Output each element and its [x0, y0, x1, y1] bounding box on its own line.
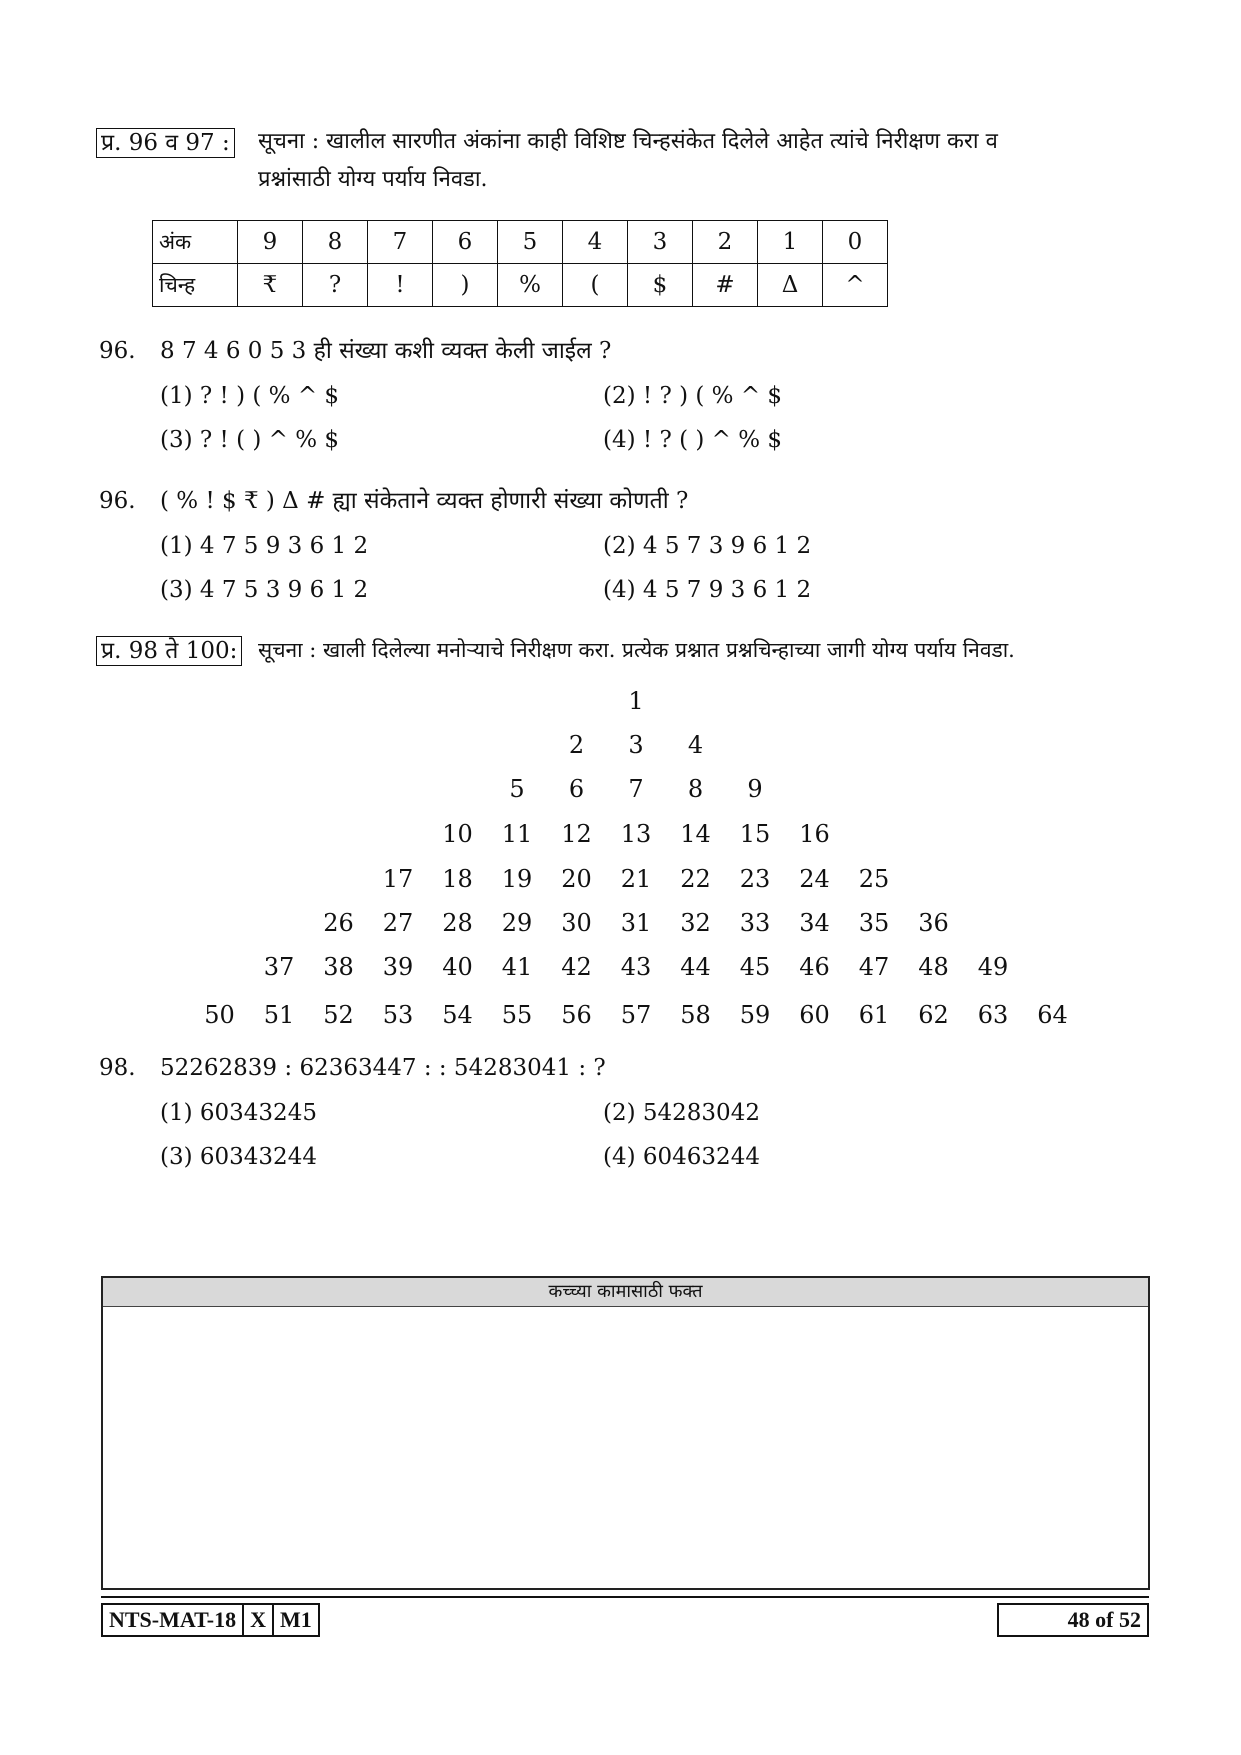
digit-cell: 1 — [758, 221, 823, 264]
digit-row — [153, 221, 888, 264]
pyramid-number: 29 — [501, 909, 533, 937]
pyramid-number: 36 — [918, 909, 949, 937]
pyramid-number: 8 — [687, 775, 704, 803]
pyramid-number: 14 — [680, 820, 711, 848]
pyramid-number: 42 — [561, 953, 592, 981]
question-number: 96. — [99, 338, 136, 364]
pyramid-row — [0, 998, 1241, 1032]
pyramid-number: 13 — [620, 820, 652, 848]
digit-cell: 3 — [628, 221, 693, 264]
pyramid-number: 9 — [747, 775, 763, 803]
option-3: (3) ? ! ( ) ^ % $ — [160, 427, 340, 453]
digit-row-head: अंक — [153, 221, 238, 264]
symbol-cell: ( — [563, 264, 628, 307]
instruction-line-2: प्रश्नांसाठी योग्य पर्याय निवडा. — [258, 167, 488, 192]
exam-code: NTS-MAT-18 — [109, 1607, 237, 1632]
digit-cell: 6 — [433, 221, 498, 264]
pyramid-number: 26 — [323, 909, 354, 937]
pyramid-number: 38 — [323, 953, 354, 981]
instruction-line-1: सूचना : खालील सारणीत अंकांना काही विशिष्ट चिन्हसंकेत दिलेले आहेत त्यांचे निरीक्षण करा व — [258, 129, 998, 154]
pyramid-number: 10 — [442, 820, 473, 848]
pyramid-number: 23 — [739, 865, 771, 893]
pyramid-number: 63 — [977, 1001, 1009, 1029]
page-number-box — [997, 1603, 1149, 1637]
option-2: (2) 54283042 — [603, 1100, 760, 1126]
symbol-cell: % — [498, 264, 563, 307]
pyramid-number: 24 — [799, 865, 830, 893]
pyramid-number: 35 — [858, 909, 890, 937]
rough-work-title: कच्च्या कामासाठी फक्त — [103, 1278, 1148, 1307]
pyramid-number: 45 — [739, 953, 771, 981]
pyramid-number: 51 — [263, 1001, 295, 1029]
pyramid-number: 12 — [561, 820, 592, 848]
symbol-cell: ? — [303, 264, 368, 307]
pyramid-number: 11 — [501, 820, 533, 848]
digit-cell: 9 — [238, 221, 303, 264]
option-2: (2) ! ? ) ( % ^ $ — [603, 383, 783, 409]
option-1: (1) 4 7 5 9 3 6 1 2 — [160, 533, 369, 559]
pyramid-number: 54 — [442, 1001, 473, 1029]
question-text: 8 7 4 6 0 5 3 ही संख्या कशी व्यक्त केली जाईल ? — [160, 338, 612, 364]
option-4: (4) 4 5 7 9 3 6 1 2 — [603, 577, 812, 603]
symbol-cell: # — [693, 264, 758, 307]
symbol-cell: ₹ — [238, 264, 303, 307]
pyramid-number: 39 — [382, 953, 414, 981]
footer-code-box — [101, 1603, 320, 1637]
pyramid-number: 62 — [918, 1001, 949, 1029]
pyramid-number: 57 — [620, 1001, 652, 1029]
pyramid-number: 60 — [799, 1001, 830, 1029]
pyramid-number: 20 — [561, 865, 592, 893]
pyramid-number: 61 — [858, 1001, 890, 1029]
option-3: (3) 4 7 5 3 9 6 1 2 — [160, 577, 369, 603]
pyramid-number: 44 — [680, 953, 711, 981]
pyramid-number: 3 — [628, 731, 644, 759]
symbol-row — [153, 264, 888, 307]
pyramid-number: 18 — [442, 865, 473, 893]
pyramid-number: 7 — [628, 775, 644, 803]
section-label-98-100: प्र. 98 ते 100: — [96, 636, 242, 666]
pyramid-number: 41 — [501, 953, 533, 981]
digit-cell: 0 — [823, 221, 888, 264]
question-text: ( % ! $ ₹ ) Δ # ह्या संकेताने व्यक्त होणारी संख्या कोणती ? — [160, 488, 689, 514]
pyramid-number: 47 — [858, 953, 890, 981]
class-code: X — [242, 1605, 272, 1635]
pyramid-number: 55 — [501, 1001, 533, 1029]
option-1: (1) 60343245 — [160, 1100, 317, 1126]
pyramid-number: 15 — [739, 820, 771, 848]
pyramid-number: 22 — [680, 865, 711, 893]
pyramid-number: 5 — [509, 775, 525, 803]
pyramid-number: 16 — [799, 820, 830, 848]
pyramid-number: 19 — [501, 865, 533, 893]
pyramid-row — [0, 684, 1241, 718]
option-4: (4) 60463244 — [603, 1144, 760, 1170]
option-3: (3) 60343244 — [160, 1144, 317, 1170]
pyramid-number: 17 — [382, 865, 414, 893]
pyramid-number: 59 — [739, 1001, 771, 1029]
rough-work-box — [101, 1276, 1150, 1590]
symbol-row-head: चिन्ह — [153, 264, 238, 307]
option-2: (2) 4 5 7 3 9 6 1 2 — [603, 533, 812, 559]
digit-cell: 7 — [368, 221, 433, 264]
digit-cell: 2 — [693, 221, 758, 264]
pyramid-number: 64 — [1037, 1001, 1068, 1029]
symbol-cell: ! — [368, 264, 433, 307]
option-1: (1) ? ! ) ( % ^ $ — [160, 383, 340, 409]
question-number: 98. — [99, 1055, 136, 1081]
pyramid-number: 56 — [561, 1001, 592, 1029]
pyramid-number: 43 — [620, 953, 652, 981]
pyramid-number: 49 — [977, 953, 1009, 981]
pyramid-number: 50 — [204, 1001, 235, 1029]
pyramid-row — [0, 817, 1241, 851]
pyramid-number: 58 — [680, 1001, 711, 1029]
digit-cell: 4 — [563, 221, 628, 264]
page-number: 48 of 52 — [1067, 1607, 1141, 1632]
pyramid-row — [0, 906, 1241, 940]
option-4: (4) ! ? ( ) ^ % $ — [603, 427, 783, 453]
pyramid-number: 34 — [799, 909, 830, 937]
pyramid-number: 30 — [561, 909, 592, 937]
symbol-cell: ) — [433, 264, 498, 307]
pyramid-number: 46 — [799, 953, 830, 981]
pyramid-number: 21 — [620, 865, 652, 893]
footer-divider — [101, 1596, 1149, 1598]
pyramid-row — [0, 728, 1241, 762]
symbol-cell: ^ — [823, 264, 888, 307]
pyramid-number: 37 — [263, 953, 295, 981]
digit-cell: 5 — [498, 221, 563, 264]
pyramid-instruction: सूचना : खाली दिलेल्या मनोऱ्याचे निरीक्षण करा. प्रत्येक प्रश्नात प्रश्नचिन्हाच्या जागी योग्य पर्याय निवडा. — [258, 638, 1015, 662]
pyramid-row — [0, 772, 1241, 806]
symbol-cell: $ — [628, 264, 693, 307]
digit-cell: 8 — [303, 221, 368, 264]
pyramid-number: 48 — [918, 953, 949, 981]
pyramid-number: 52 — [323, 1001, 354, 1029]
pyramid-number: 32 — [680, 909, 711, 937]
pyramid-row — [0, 862, 1241, 896]
pyramid-number: 2 — [568, 731, 585, 759]
section-label-96-97: प्र. 96 व 97 : — [96, 128, 235, 158]
question-text: 52262839 : 62363447 : : 54283041 : ? — [160, 1055, 606, 1081]
pyramid-number: 28 — [442, 909, 473, 937]
symbol-cell: Δ — [758, 264, 823, 307]
pyramid-number: 1 — [628, 687, 644, 715]
pyramid-number: 53 — [382, 1001, 414, 1029]
pyramid-row — [0, 950, 1241, 984]
question-number: 96. — [99, 488, 136, 514]
pyramid-number: 40 — [442, 953, 473, 981]
medium-code: M1 — [272, 1605, 318, 1635]
pyramid-number: 33 — [739, 909, 771, 937]
pyramid-number: 27 — [382, 909, 414, 937]
digit-symbol-table — [152, 220, 888, 307]
pyramid-number: 6 — [568, 775, 585, 803]
pyramid-number: 31 — [620, 909, 652, 937]
pyramid-number: 4 — [687, 731, 704, 759]
pyramid-number: 25 — [858, 865, 890, 893]
